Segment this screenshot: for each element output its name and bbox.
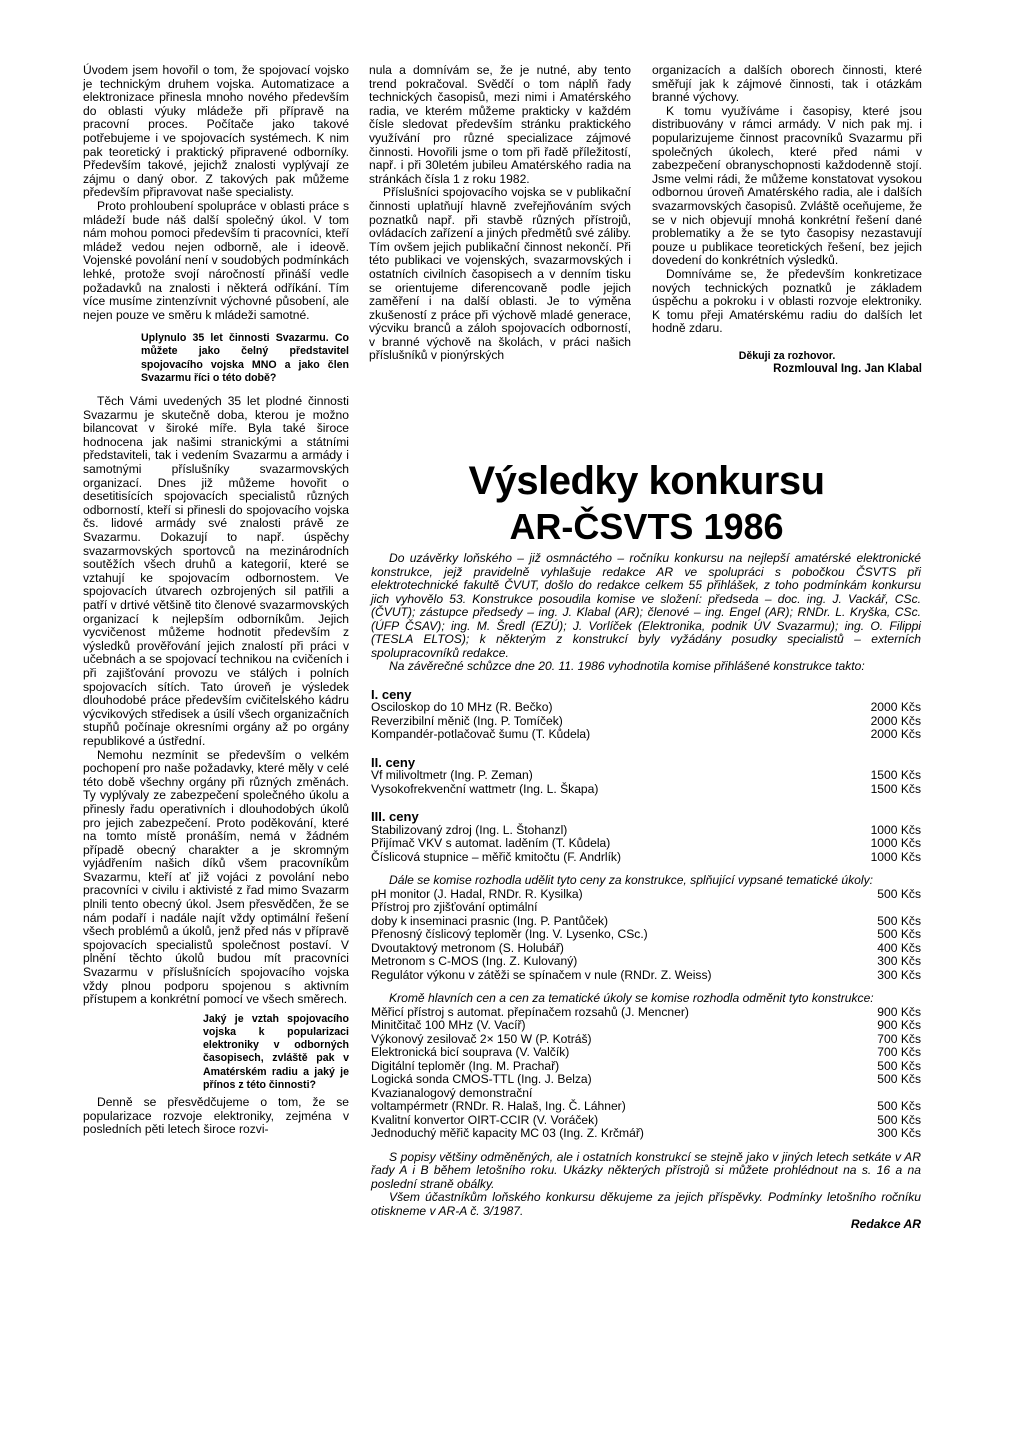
prize-row xyxy=(371,715,921,729)
rewards-intro: Kromě hlavních cen a cen za tematické úkoly se komise rozhodla odměnit tyto konstrukce: xyxy=(389,991,874,1005)
closing-paragraph: Všem účastníkům loňského konkursu děkujeme za jejich příspěvky. Podmínky letošního ročníku otiskneme v AR-A č. 3/1987. xyxy=(371,1190,921,1218)
paragraph: Domníváme se, že především konkretizace nových technických poznatků je základem úspěchu a pokroku i v oblasti rozvoje elektroniky. K tomu přeji Amatérskému radiu do dalších let hodně zdaru. xyxy=(652,266,922,336)
thanks-line: Děkuji za rozhovor. xyxy=(738,349,836,362)
paragraph: Těch Vámi uvedených 35 let plodné činnosti Svazarmu je skutečně doba, kterou je možno bilancovat v široké míře. Byla také široce hodnocena jak našimi stranickými a státními představiteli, tak i vedením Svazarmu a armády i samotnými příslušníky svazarmovských organizací. Dnes již můžeme hovořit o desetitisících spojovacích specialistů různých odborností, kteří si přinesli do spojovacího vojska čs. lidové armády své znalosti právě ze Svazarmu. Dokazují to např. úspěchy svazarmovských sportovců na mezinárodních soutěžích všech druhů a kategorií, které se vztahují ke spojovacím odbornostem. Ve spojovacích útvarech ozbrojených sil patřili a patří v drtivé většině tito členové svazarmovských organizací k nejlepším odborníkům. Jejich vycvičenost můžeme hodnotit především z výsledků prověřování jejich znalostí při práci v učebnách a se spojovací technikou na cvičeních i při zajišťování provozu ve stálých i polních spojovacích sítích. Tato úroveň je výsledek dlouhodobé práce především cvičitelského kádru výcvikových středisek a úsilí všech organizačních stupňů počínaje okresními orgány až po orgány republikové a ústřední. xyxy=(83,394,349,748)
article-title xyxy=(370,458,923,550)
prize-list-2 xyxy=(371,769,921,796)
prize-amount: 1500 Kčs xyxy=(870,781,921,796)
prize-amount: 500 Kčs xyxy=(877,913,921,928)
prize-row xyxy=(371,955,921,969)
prize-row xyxy=(371,837,921,851)
paragraph: Proto prohloubení spolupráce v oblasti práce s mládeží bude náš další společný úkol. V tom nám mohou pomoci především ti pracovníci, kteří mládež vedou nejen odborně, ale i ideově. Vojenské povolání není v soudobých podmínkách lehké, protože svojí náročností přináší vedle požadavků na znalosti i některá odříkání. Tím více musíme zintenzívnit výchovné působení, ale nejen pouze ve směru k mládeži samotné. xyxy=(83,198,349,322)
construction-name: Reverzibilní měnič (Ing. P. Tomíček) xyxy=(371,713,563,728)
prize-list-1 xyxy=(371,701,921,742)
closing-paragraph: S popisy většiny odměněných, ale i ostatních konstrukcí se stejně jako v jiných letech setkáte v AR řady A i B během letošního roku. Ukázky některých přístrojů si můžete prohlédnout na s. 16 a na poslední straně obálky. xyxy=(371,1149,921,1191)
prize-amount: 2000 Kčs xyxy=(870,713,921,728)
prize-amount: 300 Kčs xyxy=(877,954,921,968)
results-intro: Do uzávěrky loňského – již osmnáctého – ročníku konkursu na nejlepší amatérské elektronické konstrukce, jejž pravidelně vyhlašuje redakce AR ve spolupráci s pobočkou ČSVTS při elektrotechnické fakultě ČVUT, došlo do redakce celkem 55 přihlášek, z toho podmínkám konkursu jich vyhovělo 53. Konstrukce posoudila komise ve složení: předseda – doc. ing. J. Vackář, CSc. (ČVUT); zástupce předsedy – ing. J. Klabal (AR); členové – ing. Engel (AR); RNDr. L. Kryška, CSc. (ÚFP ČSAV); ing. M. Šredl (EZÚ); J. Vorlíček (Elektronika, podnik ÚV Svazarmu); ing. O. Filippi (TESLA ELTOS); k některým z konstrukcí byly vyžádány posudky specialistů – externích spolupracovníků redakce. xyxy=(371,551,921,660)
prize-amount: 500 Kčs xyxy=(877,1099,921,1113)
prize-row xyxy=(371,915,921,929)
prize-amount: 900 Kčs xyxy=(877,1004,921,1019)
prize-row xyxy=(371,701,921,715)
prize-amount: 1500 Kčs xyxy=(870,768,921,782)
prize-heading-2: II. ceny xyxy=(371,754,416,770)
prize-amount: 700 Kčs xyxy=(877,1045,921,1059)
prize-amount: 1000 Kčs xyxy=(870,822,921,837)
construction-name: Vf milivoltmetr (Ing. P. Zeman) xyxy=(371,768,533,782)
thematic-intro: Dále se komise rozhodla udělit tyto ceny za konstrukce, splňující vypsané tematické úkoly: xyxy=(389,873,873,887)
prize-row xyxy=(371,901,921,915)
title-line-1: Výsledky konkursu xyxy=(468,459,825,503)
prize-amount: 1000 Kčs xyxy=(870,836,921,850)
construction-name: Kvazianalogový demonstrační xyxy=(371,1085,533,1100)
prize-amount: 500 Kčs xyxy=(877,886,921,901)
prize-row xyxy=(371,1019,921,1033)
prize-amount xyxy=(913,1087,921,1101)
results-intro-2: Na závěrečné schůzce dne 20. 11. 1986 vyhodnotila komise přihlášené konstrukce takto: xyxy=(389,659,865,673)
prize-row xyxy=(371,728,921,742)
prize-row xyxy=(371,1127,921,1141)
construction-name: Přístroj pro zjišťování optimální xyxy=(371,900,538,914)
interviewer-signature: Rozmlouval Ing. Jan Klabal xyxy=(773,363,922,376)
prize-row xyxy=(371,1060,921,1074)
prize-amount: 2000 Kčs xyxy=(870,700,921,714)
construction-name: Přijímač VKV s automat. laděním (T. Kůdela) xyxy=(371,836,611,850)
construction-name: Kompandér-potlačovač šumu (T. Kůdela) xyxy=(371,727,591,741)
construction-name: Stabilizovaný zdroj (Ing. L. Štohanzl) xyxy=(371,822,568,837)
editorial-signature: Redakce AR xyxy=(850,1217,921,1231)
construction-name: Metronom s C-MOS (Ing. Z. Kulovaný) xyxy=(371,954,578,968)
construction-name: Digitální teploměr (Ing. M. Prachař) xyxy=(371,1058,560,1073)
thematic-list xyxy=(371,888,921,983)
construction-name: Dvoutaktový metronom (S. Holubář) xyxy=(371,940,564,955)
construction-name: Výkonový zesilovač 2× 150 W (P. Kotráš) xyxy=(371,1031,592,1046)
construction-name: Minitčitač 100 MHz (V. Vacíř) xyxy=(371,1018,526,1032)
construction-name: Jednoduchý měřič kapacity MC 03 (Ing. Z. Krčmář) xyxy=(371,1126,644,1140)
construction-name: voltampérmetr (RNDr. R. Halaš, Ing. Č. Láhner) xyxy=(371,1099,626,1113)
prize-amount: 700 Kčs xyxy=(877,1031,921,1046)
paragraph: Nemohu nezmínit se především o velkém pochopení pro naše požadavky, které měly v celé této době všechny orgány při různých změnách. Ty vyplývaly ze zabezpečení společného úkolu a přinesly řadu operativních i dlouhodobých úkolů pro jejich zabezpečení. Proto poděkování, které na tomto místě pronáším, nemá v žádném případě obecný charakter a je skromným vyjádřením našich díků všem pracovníkům Svazarmu, kteří ať již vojáci z povolání nebo pracovníci v civilu i aktivisté z řad mimo Svazarm plnili tento obecný úkol. Jsem přesvědčen, že se nám podaří i nadále najít vždy optimální řešení všech problémů a úkolů, jenž před nás v přípravě spojovacích specialistů společnost postaví. V plnění těchto úkolů budou mít pracovníci Svazarmu v příslušnících spojovacího vojska vždy plnou podporu spojenou s aktivním přístupem a konkrétní pomocí ve všech směrech. xyxy=(83,747,349,1007)
prize-row xyxy=(371,851,921,865)
prize-row xyxy=(371,783,921,797)
prize-row xyxy=(371,1114,921,1128)
prize-heading-1: I. ceny xyxy=(371,686,412,702)
construction-name: doby k inseminaci prasnic (Ing. P. Pantůček) xyxy=(371,913,609,928)
prize-row xyxy=(371,928,921,942)
prize-list-3 xyxy=(371,824,921,865)
prize-row xyxy=(371,1073,921,1087)
paragraph: Úvodem jsem hovořil o tom, že spojovací vojsko je technickým druhem vojska. Automatizace a elektronizace přinesla mnoho nového především do oblasti výuky mládeže při přípravě na pracovní proces. Počítače jako takové potřebujeme i ve spojovacích systémech. K nim pak teoretický i praktický připravené odborníky. Především takové, jejichž znalosti vyplývají ze zájmu o daný obor. Z takových pak můžeme především připravovat naše specialisty. xyxy=(83,63,349,200)
construction-name: Kvalitní konvertor OIRT-CCIR (V. Voráček) xyxy=(371,1112,599,1127)
prize-amount: 400 Kčs xyxy=(877,940,921,955)
construction-name: pH monitor (J. Hadal, RNDr. R. Kysilka) xyxy=(371,886,583,901)
construction-name: Elektronická bicí souprava (V. Valčík) xyxy=(371,1045,570,1059)
prize-row xyxy=(371,1033,921,1047)
prize-row xyxy=(371,1087,921,1101)
prize-amount: 500 Kčs xyxy=(877,1112,921,1127)
prize-amount: 500 Kčs xyxy=(877,1072,921,1086)
prize-amount: 1000 Kčs xyxy=(870,849,921,864)
construction-name: Přenosný číslicový teploměr (Ing. V. Lysenko, CSc.) xyxy=(371,927,648,941)
prize-row xyxy=(371,824,921,838)
prize-row xyxy=(371,888,921,902)
construction-name: Vysokofrekvenční wattmetr (Ing. L. Škapa) xyxy=(371,781,599,796)
interview-question: Jaký je vztah spojovacího vojska k popularizaci elektroniky v odborných časopisech, zvláště pak v Amatérském radiu a jaký je přínos z této činnosti? xyxy=(203,1012,349,1091)
interview-question: Uplynulo 35 let činnosti Svazarmu. Co můžete jako čelný představitel spojovacího vojska MNO a jako člen Svazarmu říci o této době? xyxy=(141,332,349,384)
prize-row xyxy=(371,969,921,983)
prize-amount: 500 Kčs xyxy=(877,927,921,941)
title-line-2: AR-ČSVTS 1986 xyxy=(509,506,784,547)
prize-row xyxy=(371,1100,921,1114)
interview-column-1 xyxy=(83,64,349,1137)
results-section xyxy=(371,552,921,1232)
construction-name: Měřicí přístroj s automat. přepínačem rozsahů (J. Mencner) xyxy=(371,1004,689,1019)
paragraph: nula a domnívám se, že je nutné, aby tento trend pokračoval. Svědčí o tom náplň řady technických časopisů, mezi nimi i Amatérského radia, ve kterém můžeme prakticky v každém čísle sledovat především stránku praktického využívání pro různé specializace zájmové činnosti. Hovořili jsme o tom při řadě příležitostí, např. i při 30letém jubileu Amatérského radia na stránkách čísla 1 z roku 1982. xyxy=(369,63,631,186)
construction-name: Osciloskop do 10 MHz (R. Bečko) xyxy=(371,700,553,714)
prize-amount: 900 Kčs xyxy=(877,1018,921,1032)
prize-amount: 2000 Kčs xyxy=(870,727,921,741)
paragraph: Denně se přesvědčujeme o tom, že se popularizace rozvoje elektroniky, zejména v posledních pěti letech široce rozvi- xyxy=(83,1095,349,1137)
prize-row xyxy=(371,942,921,956)
interview-column-3 xyxy=(652,64,922,377)
interview-column-2 xyxy=(369,64,631,363)
paragraph: organizacích a dalších oborech činnosti, které směřují jak k zájmové činnosti, tak i otázkám branné výchovy. xyxy=(652,63,922,105)
rewards-list xyxy=(371,1006,921,1141)
prize-amount: 300 Kčs xyxy=(877,1126,921,1140)
prize-row xyxy=(371,1046,921,1060)
prize-amount: 300 Kčs xyxy=(877,967,921,982)
paragraph: Příslušníci spojovacího vojska se v publikační činnosti uplatňují hlavně zveřejňováním svých poznatků např. při stavbě různých přístrojů, ovládacích zařízení a jiných předmětů své záliby. Tím ovšem jejich publikační činnost nekončí. Při této publikaci ve vojenských, svazarmovských i ostatních civilních časopisech a v denním tisku se orientujeme diferencovaně podle jejich zaměření i na další oblasti. Je to výměna zkušeností z práce při výchově mladé generace, výcviku branců a záloh spojovacích odborností, v branné výchově na školách, v práci našich příslušníků v pionýrských xyxy=(369,185,631,363)
construction-name: Regulátor výkonu v zátěži se spínačem v nule (RNDr. Z. Weiss) xyxy=(371,967,712,982)
prize-row xyxy=(371,1006,921,1020)
prize-amount: 500 Kčs xyxy=(877,1058,921,1073)
prize-row xyxy=(371,769,921,783)
prize-heading-3: III. ceny xyxy=(371,809,419,824)
construction-name: Číslicová stupnice – měřič kmitočtu (F. Andrlík) xyxy=(371,849,622,864)
construction-name: Logická sonda CMOS-TTL (Ing. J. Belza) xyxy=(371,1072,592,1086)
prize-amount xyxy=(913,901,921,915)
paragraph: K tomu využíváme i časopisy, které jsou distribuovány v rámci armády. V nich pak mj. i popularizujeme činnost pracovníků Svazarmu při společných úkolech, které před námi v zabezpečení obranyschopnosti každodenně stojí. Jsme velmi rádi, že můžeme konstatovat vysokou odbornou úroveň Amatérského radia, ale i dalších svazarmovských časopisů. Zvláště oceňujeme, že se v nich objevují mnohá konkrétní řešení dané problematiky a že se tyto časopisy nezastavují pouze u publikace teoretických řešení, bez jejich dovedení do konkrétních výsledků. xyxy=(652,103,922,268)
